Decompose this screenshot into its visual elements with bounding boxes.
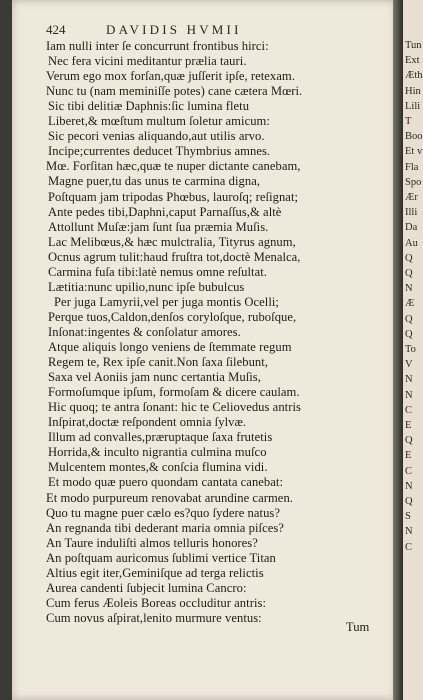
facing-page-fragment: Da bbox=[405, 222, 418, 234]
verse-line: Altius egit iter,Geminiſque ad terga relictis bbox=[46, 565, 264, 580]
verse-line: An poſtquam auricomus ſublimi vertice Titan bbox=[46, 550, 276, 565]
verse-line: Formoſumque ipſum, formoſam & dicere caulam. bbox=[48, 385, 300, 400]
catchword: Tum bbox=[346, 620, 370, 634]
verse-line: Poſtquam jam tripodas Phœbus, lauroſq; reſignat; bbox=[48, 189, 299, 204]
facing-page-fragment: N bbox=[405, 374, 413, 386]
facing-page-fragment: Æ bbox=[405, 298, 415, 310]
verse-line: Saxa vel Aoniis jam nunc certantia Muſis, bbox=[48, 370, 261, 385]
verse-line: Lætitia:nunc upilio,nunc ipſe bubulcus bbox=[48, 279, 245, 294]
verse-line: Atque aliquis longo veniens de ſtemmate regum bbox=[48, 340, 292, 354]
facing-page-fragment: Q bbox=[405, 435, 413, 447]
facing-page-fragment: E bbox=[405, 450, 412, 462]
facing-page-fragment: Q bbox=[405, 328, 413, 340]
facing-page-fragment: To bbox=[405, 344, 416, 355]
facing-page-fragment: C bbox=[405, 465, 413, 477]
facing-page-fragment: Lili bbox=[405, 100, 421, 112]
verse-line: Cum ferus Æoleis Boreas occluditur antris: bbox=[46, 595, 266, 610]
verse-line: Carmina fuſa tibi:latè nemus omne reſultat. bbox=[48, 264, 267, 279]
verse-line: Inſpirat,doctæ reſpondent omnia ſylvæ. bbox=[48, 415, 247, 430]
book-page bbox=[12, 0, 402, 700]
facing-page-fragment: E bbox=[405, 420, 412, 431]
facing-page-fragment: T bbox=[405, 116, 412, 127]
verse-line: Mulcentem montes,& conſcia flumina vidi. bbox=[48, 460, 268, 475]
page-header bbox=[46, 22, 406, 38]
verse-line: Incipe;currentes deducet Thymbrius amnes. bbox=[48, 144, 271, 159]
facing-page-fragment: Ext bbox=[405, 55, 420, 67]
facing-page-fragment: N bbox=[405, 480, 413, 492]
facing-page-fragment: Illi bbox=[405, 207, 418, 219]
facing-page-fragment: Æth bbox=[405, 70, 423, 82]
verse-line: Nec fera vicini meditantur prælia tauri. bbox=[48, 54, 247, 69]
facing-page-fragment: Au bbox=[405, 237, 418, 249]
verse-line: Iam nulli inter ſe concurrunt frontibus hirci: bbox=[46, 39, 269, 53]
facing-page-fragment: Q bbox=[405, 313, 413, 325]
running-title: DAVIDIS HVMII bbox=[106, 22, 242, 37]
verse-line: Attollunt Muſæ:jam ſunt ſua præmia Muſis. bbox=[48, 219, 269, 234]
verse-line: Regem te, Rex ipſe canit.Non ſaxa ſilebunt, bbox=[48, 355, 269, 370]
facing-page-fragment: Q bbox=[405, 268, 413, 279]
verse-line: Cum novus aſpirat,lenito murmure ventus: bbox=[46, 610, 262, 625]
book-gutter bbox=[393, 0, 403, 700]
facing-page-fragment: Boo bbox=[405, 131, 423, 143]
facing-page-fragment: Ær bbox=[405, 192, 418, 203]
verse-line: Lac Melibœus,& hæc mulctralia, Tityrus agnum, bbox=[48, 234, 296, 249]
verse-line: Liberet,& mœſtum multum ſoletur amicum: bbox=[48, 114, 270, 129]
verse-line: Ocnus agrum tulit:haud fruſtra tot,doctè Menalca, bbox=[48, 249, 301, 264]
facing-page-fragment: N bbox=[405, 526, 413, 538]
facing-page-fragment: N bbox=[405, 389, 413, 401]
verse-line: An regnanda tibi dederant maria omnia piſces? bbox=[46, 520, 284, 535]
verse-line: Horrida,& inculto nigrantia culmina muſco bbox=[48, 445, 267, 460]
page-number: 424 bbox=[46, 22, 66, 37]
verse-line: Sic tibi delitiæ Daphnis:ſic lumina fletu bbox=[48, 99, 250, 114]
verse-line: Per juga Lamyrii,vel per juga montis Ocelli; bbox=[54, 294, 279, 309]
verse-line: Mœ. Forſitan hæc,quæ te nuper dictante canebam, bbox=[46, 159, 301, 174]
verse-line: Ante pedes tibi,Daphni,caput Parnaſſus,& altè bbox=[48, 204, 282, 219]
verse-line: Sic pecori venias aliquando,aut utilis arvo. bbox=[48, 129, 265, 144]
verse-line: Et modo purpureum renovabat arundine carmen. bbox=[46, 490, 293, 505]
facing-page-fragment: Spo bbox=[405, 176, 422, 188]
verse-line: Nunc tu (nam meminiſſe potes) cane cætera Mœri. bbox=[46, 84, 303, 99]
facing-page-fragment: Q bbox=[405, 252, 413, 264]
verse-line: Illum ad convalles,præruptaque ſaxa frutetis bbox=[48, 430, 273, 445]
facing-page-fragment: V bbox=[405, 359, 413, 371]
verse-line: Perque tuos,Caldon,denſos coryloſque, ruboſque, bbox=[48, 309, 297, 324]
verse-line: Aurea candenti ſubjecit lumina Cancro: bbox=[46, 580, 247, 595]
facing-page-fragment: Q bbox=[405, 496, 413, 507]
verse-line: Inſonat:ingentes & conſolatur amores. bbox=[48, 324, 241, 339]
facing-page-fragment: Et v bbox=[405, 146, 423, 158]
facing-page-fragment: C bbox=[405, 541, 413, 553]
verse-line: Et modo quæ puero quondam cantata canebat: bbox=[48, 475, 284, 490]
facing-page-fragment: C bbox=[405, 404, 413, 416]
verse-line: Hic quoq; te antra ſonant: hic te Celiovedus antris bbox=[48, 400, 301, 415]
facing-page-fragment: S bbox=[405, 511, 411, 523]
facing-page-fragment: N bbox=[405, 283, 413, 295]
facing-page-fragment: Hin bbox=[405, 85, 421, 97]
verse-line: An Taure induliſti almos telluris honores? bbox=[46, 535, 258, 550]
facing-page-edge bbox=[403, 0, 423, 700]
facing-page-fragment: Fla bbox=[405, 161, 419, 173]
facing-page-fragment: Tun bbox=[405, 40, 422, 51]
verse-line: Magne puer,tu das unus te carmina digna, bbox=[48, 174, 261, 189]
verse-line: Quo tu magne puer cælo es?quo ſydere natus? bbox=[46, 505, 281, 520]
verse-line: Verum ego mox forſan,quæ juſſerit ipſe, retexam. bbox=[46, 69, 295, 84]
